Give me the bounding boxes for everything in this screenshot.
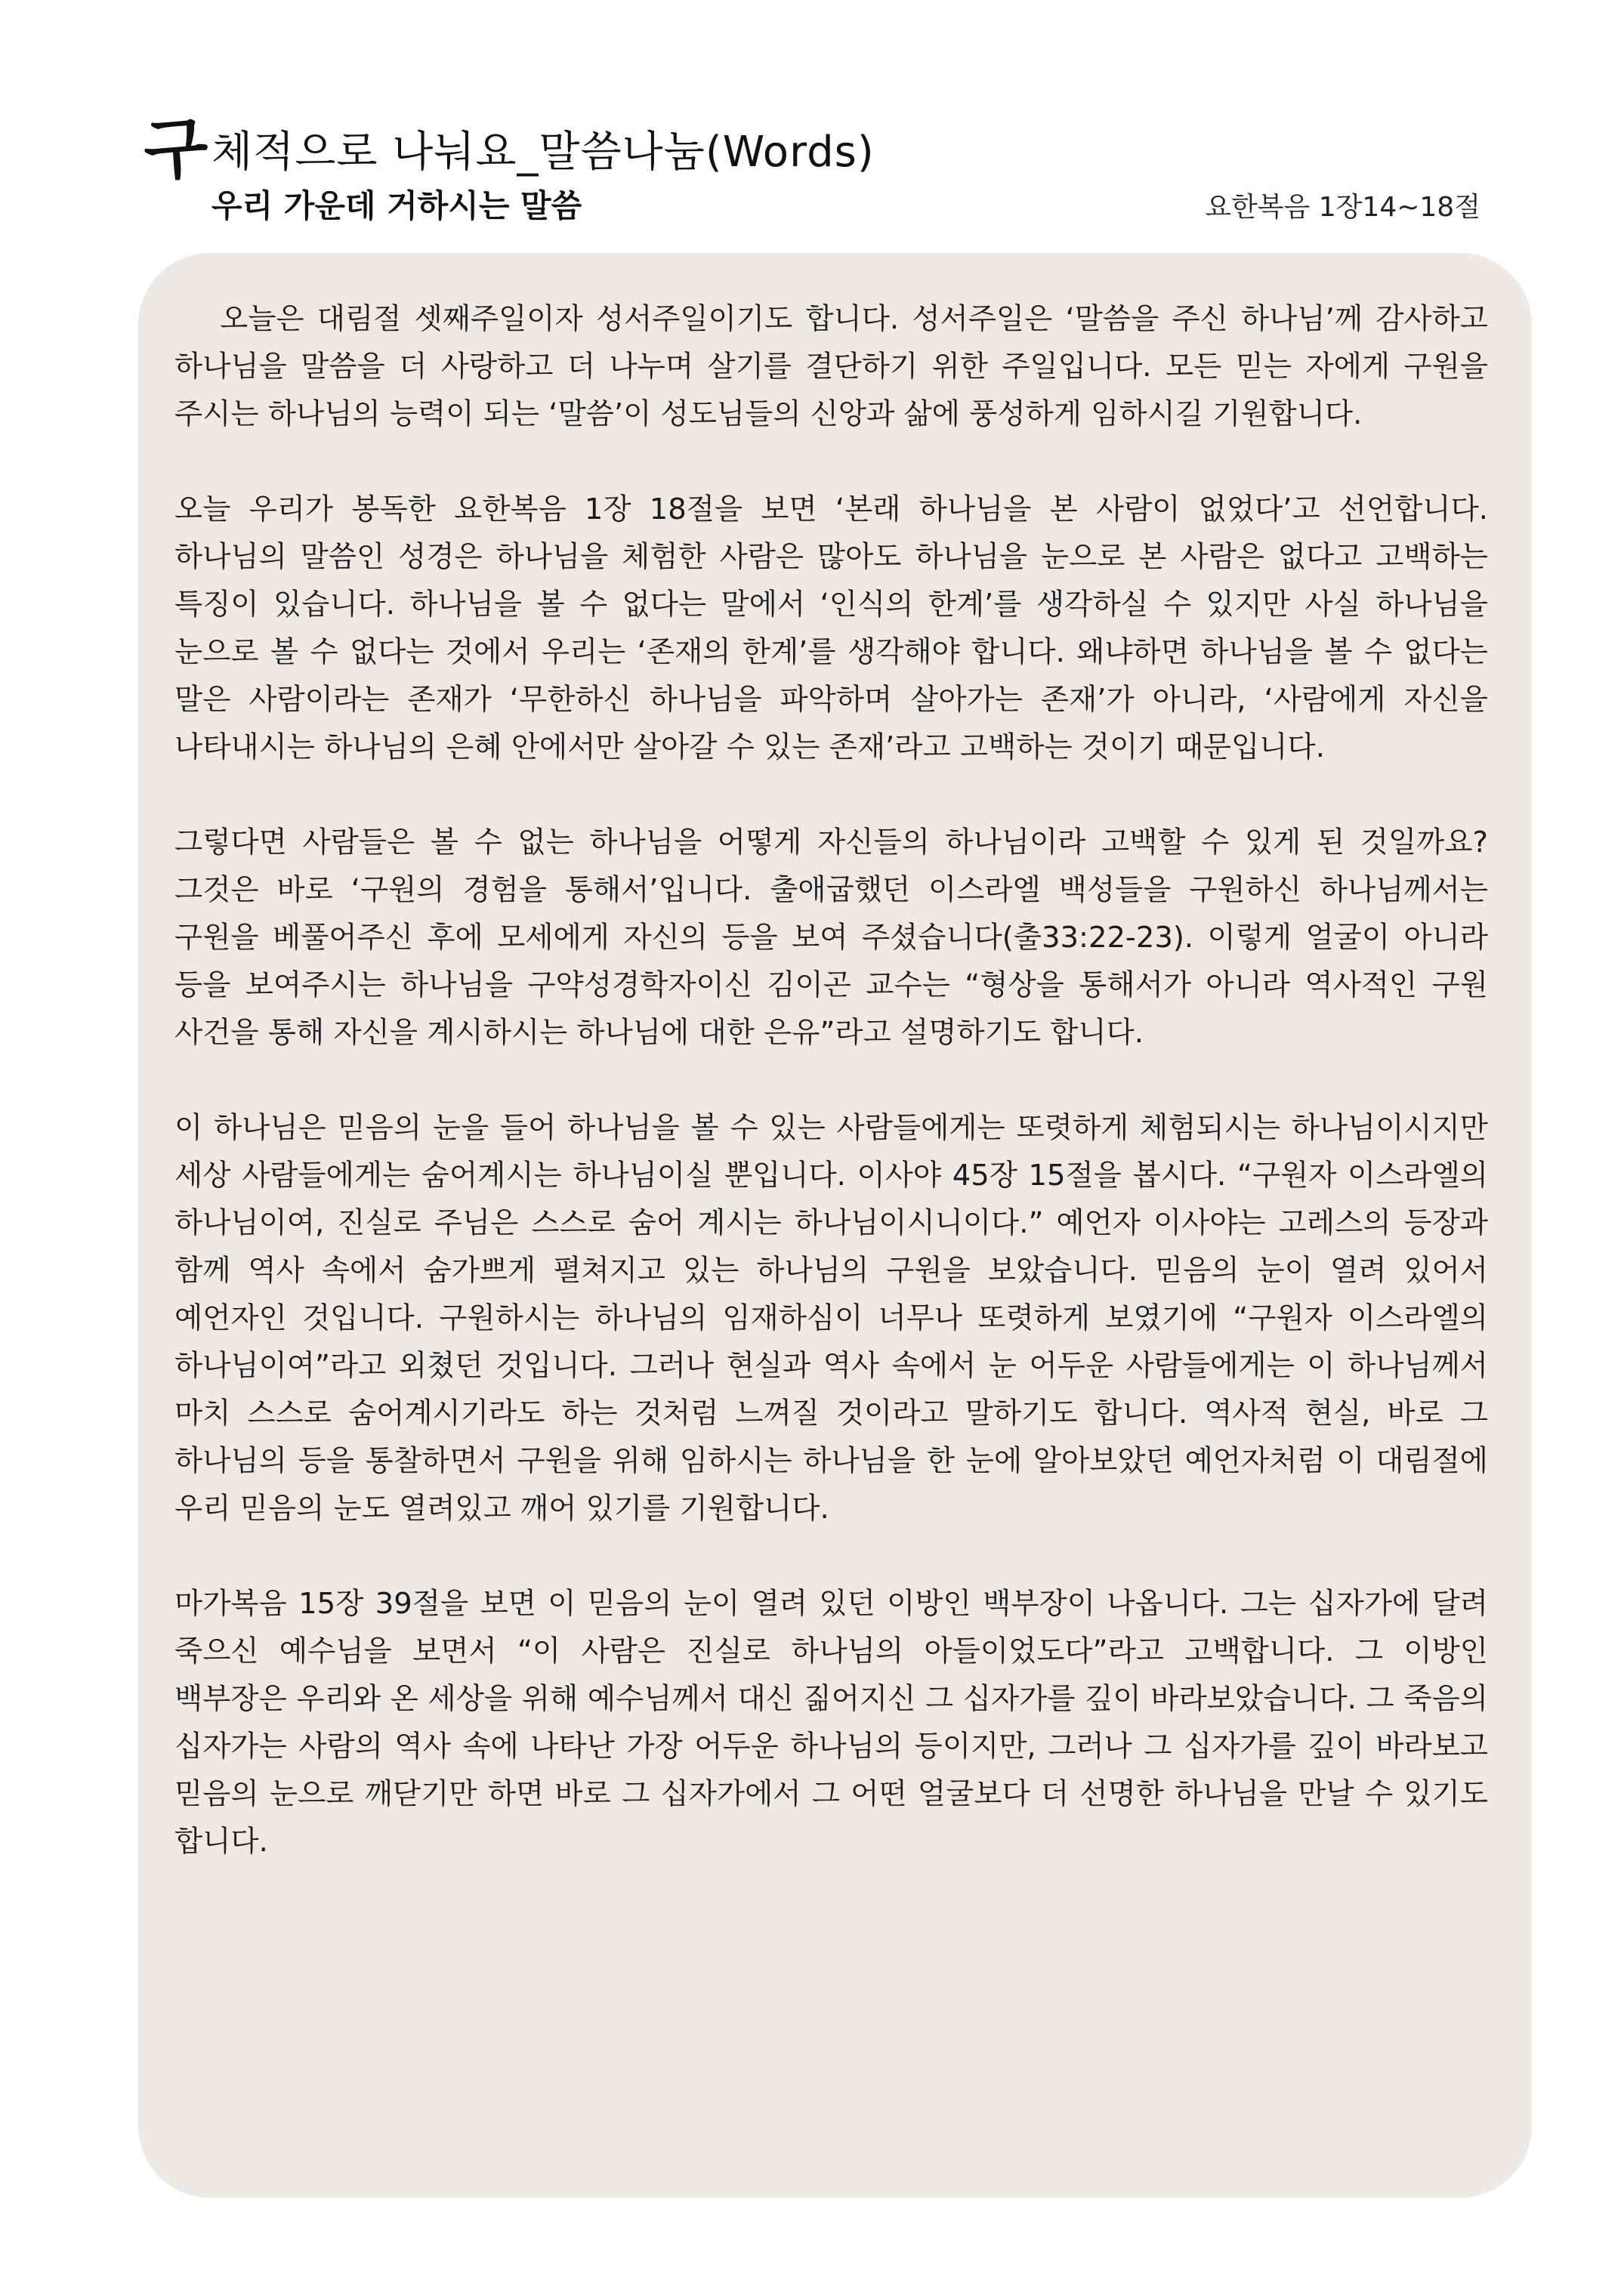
- page-title-text: 체적으로 나눠요_말씀나눔(Words): [211, 128, 875, 177]
- page-title: [140, 91, 875, 190]
- page-header: [140, 76, 1503, 242]
- paragraph-5: 마가복음 15장 39절을 보면 이 믿음의 눈이 열려 있던 이방인 백부장이 나옵니다. 그는 십자가에 달려 죽으신 예수님을 보면서 “이 사람은 진실로 하나님의 아들이었도다”라고 고백합니다. 그 이방인 백부장은 우리와 온 세상을 위해 예수님께서 대신 짊어지신 그 십자가를 깊이 바라보았습니다. 그 죽음의 십자가는 사람의 역사 속에 나타난 가장 어두운 하나님의 등이지만, 그러나 그 십자가를 깊이 바라보고 믿음의 눈으로 깨닫기만 하면 바로 그 십자가에서 그 어떤 얼굴보다 더 선명한 하나님을 만날 수 있기도 합니다.: [174, 1587, 1488, 1859]
- paragraph-1: 오늘은 대림절 셋째주일이자 성서주일이기도 합니다. 성서주일은 ‘말씀을 주신 하나님’께 감사하고 하나님을 말씀을 더 사랑하고 더 나누며 살기를 결단하기 위한 주일입니다. 모든 믿는 자에게 구원을 주시는 하나님의 능력이 되는 ‘말씀’이 성도님들의 신앙과 삶에 풍성하게 임하시길 기원합니다.: [174, 302, 1488, 431]
- paragraph-2: 오늘 우리가 봉독한 요한복음 1장 18절을 보면 ‘본래 하나님을 본 사람이 없었다’고 선언합니다. 하나님의 말씀인 성경은 하나님을 체험한 사람은 많아도 하나님을 눈으로 본 사람은 없다고 고백하는 특징이 있습니다. 하나님을 볼 수 없다는 말에서 ‘인식의 한계’를 생각하실 수 있지만 사실 하나님을 눈으로 볼 수 없다는 것에서 우리는 ‘존재의 한계’를 생각해야 합니다. 왜냐하면 하나님을 볼 수 없다는 말은 사람이라는 존재가 ‘무한하신 하나님을 파악하며 살아가는 존재’가 아니라, ‘사람에게 자신을 나타내시는 하나님의 은혜 안에서만 살아갈 수 있는 존재’라고 고백하는 것이기 때문입니다.: [174, 492, 1488, 764]
- sermon-content-box: [138, 253, 1532, 2198]
- sermon-subtitle: 우리 가운데 거하시는 말씀: [211, 187, 582, 224]
- paragraph-3: 그렇다면 사람들은 볼 수 없는 하나님을 어떻게 자신들의 하나님이라 고백할 수 있게 된 것일까요? 그것은 바로 ‘구원의 경험을 통해서’입니다. 출애굽했던 이스라엘 백성들을 구원하신 하나님께서는 구원을 베풀어주신 후에 모세에게 자신의 등을 보여 주셨습니다(출33:22-23). 이렇게 얼굴이 아니라 등을 보여주시는 하나님을 구약성경학자이신 김이곤 교수는 “형상을 통해서가 아니라 역사적인 구원 사건을 통해 자신을 계시하시는 하나님에 대한 은유”라고 설명하기도 합니다.: [174, 826, 1488, 1050]
- scripture-reference: 요한복음 1장14~18절: [1205, 192, 1480, 223]
- page-title-initial: 구: [140, 108, 211, 190]
- paragraph-4: 이 하나님은 믿음의 눈을 들어 하나님을 볼 수 있는 사람들에게는 또렷하게 체험되시는 하나님이시지만 세상 사람들에게는 숨어계시는 하나님이실 뿐입니다. 이사야 45장 15절을 봅시다. “구원자 이스라엘의 하나님이여, 진실로 주님은 스스로 숨어 계시는 하나님이시니이다.” 예언자 이사야는 고레스의 등장과 함께 역사 속에서 숨가쁘게 펼쳐지고 있는 하나님의 구원을 보았습니다. 믿음의 눈이 열려 있어서 예언자인 것입니다. 구원하시는 하나님의 임재하심이 너무나 또렷하게 보였기에 “구원자 이스라엘의 하나님이여”라고 외쳤던 것입니다. 그러나 현실과 역사 속에서 눈 어두운 사람들에게는 이 하나님께서 마치 스스로 숨어계시기라도 하는 것처럼 느껴질 것이라고 말하기도 합니다. 역사적 현실, 바로 그 하나님의 등을 통찰하면서 구원을 위해 임하시는 하나님을 한 눈에 알아보았던 예언자처럼 이 대림절에 우리 믿음의 눈도 열려있고 깨어 있기를 기원합니다.: [174, 1111, 1488, 1526]
